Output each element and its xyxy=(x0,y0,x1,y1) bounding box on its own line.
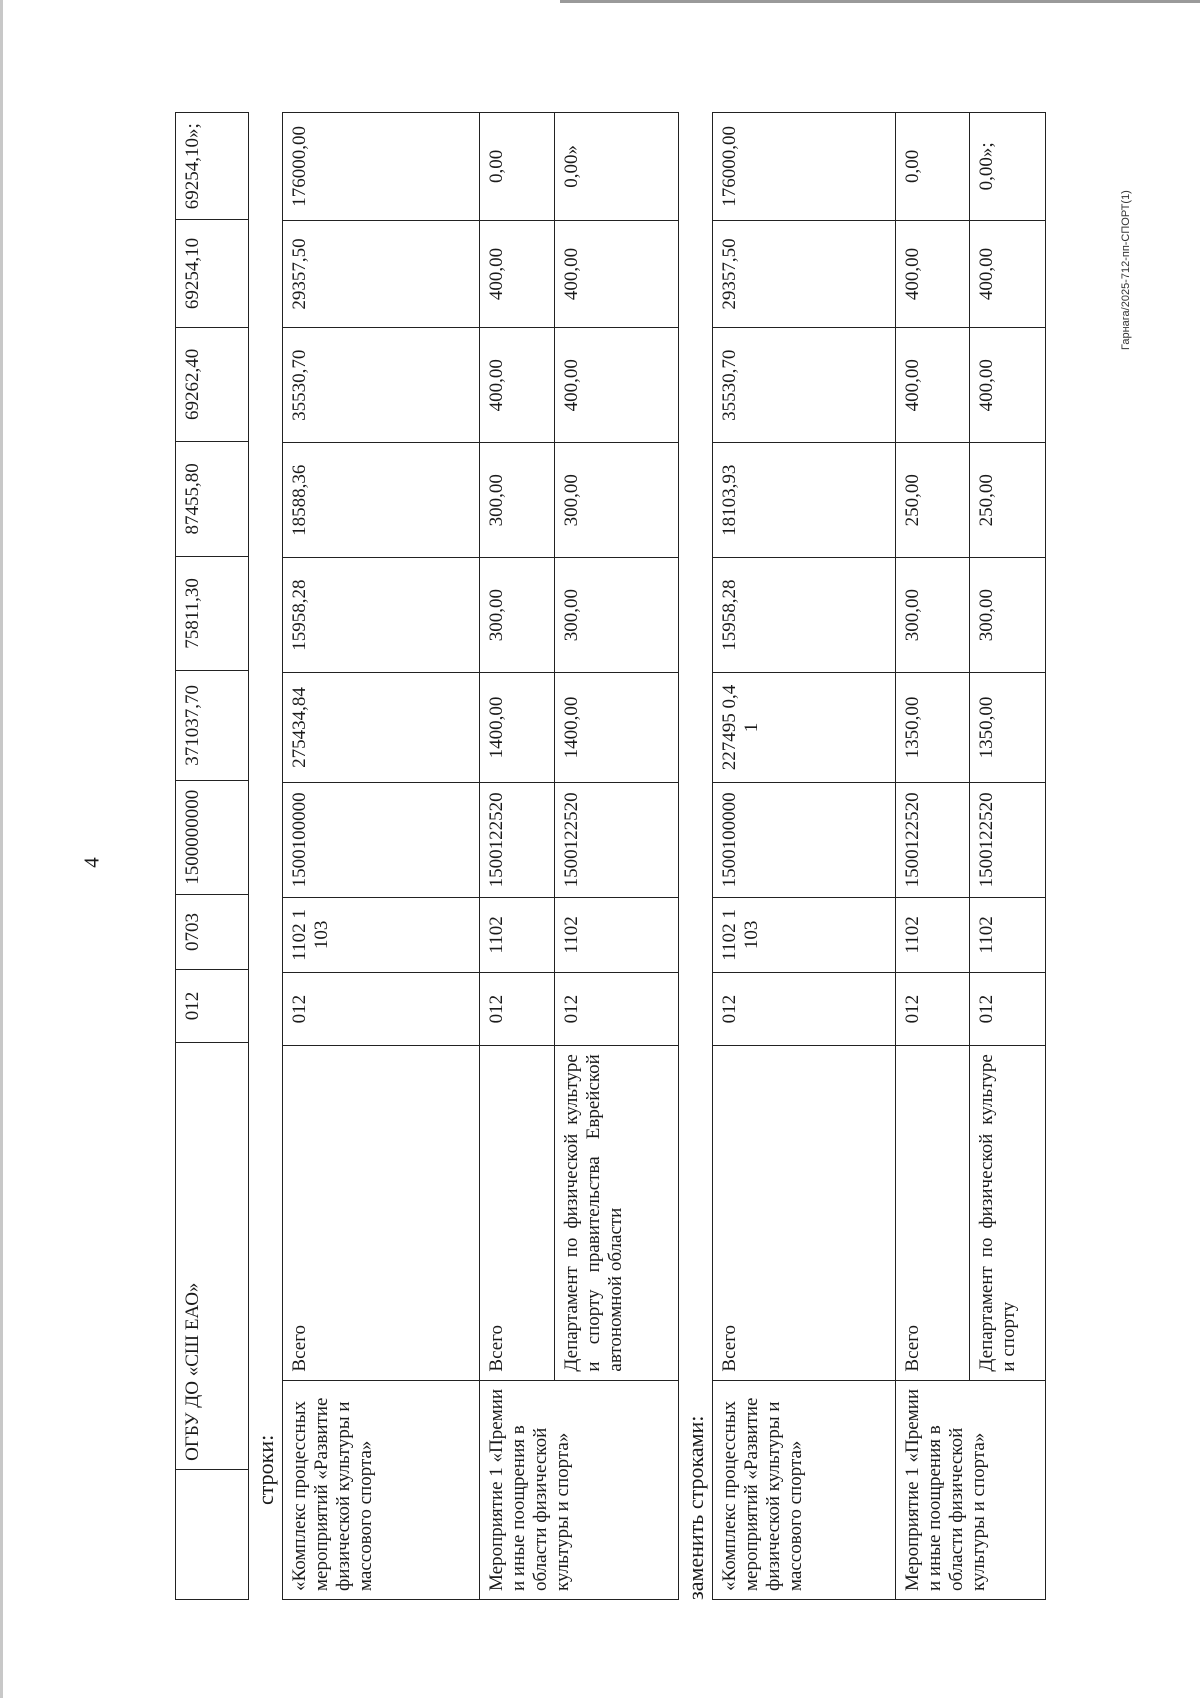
row-rzpr: 1102 xyxy=(480,897,555,972)
row-grbs: 012 xyxy=(480,973,555,1046)
row-value: 400,00 xyxy=(970,328,1046,443)
header-value-year5: 69254,10»; xyxy=(176,113,249,220)
row-csr: 1500122520 xyxy=(555,782,679,897)
row-value: 300,00 xyxy=(896,558,970,673)
row-value: 400,00 xyxy=(970,220,1046,328)
table-row xyxy=(896,113,970,1600)
row-desc: Всего xyxy=(896,1046,970,1380)
row-grbs: 012 xyxy=(713,973,896,1046)
section-new-label: заменить строками: xyxy=(683,1415,708,1600)
row-name: Мероприятие 1 «Премии и иные поощрения в области физической культуры и спорта» xyxy=(896,1380,1046,1599)
row-value-total: 1400,00 xyxy=(480,673,555,783)
row-desc: Департамент по физической культуре и спорту правительства Еврейской автономной области xyxy=(555,1046,679,1380)
row-value: 35530,70 xyxy=(713,328,896,443)
row-grbs: 012 xyxy=(896,973,970,1046)
row-value: 18103,93 xyxy=(713,443,896,558)
row-csr: 1500100000 xyxy=(713,782,896,897)
scan-edge-top xyxy=(560,0,1200,3)
row-name: «Комплекс процессных мероприятий «Развитие физической культуры и массового спорта» xyxy=(713,1380,896,1599)
row-value: 29357,50 xyxy=(283,220,480,328)
row-value: 0,00»; xyxy=(970,113,1046,221)
new-rows-table xyxy=(712,112,1046,1600)
row-csr: 1500100000 xyxy=(283,782,480,897)
row-value: 15958,28 xyxy=(713,558,896,673)
row-name: Мероприятие 1 «Премии и иные поощрения в области физической культуры и спорта» xyxy=(480,1380,679,1599)
header-value-year2: 87455,80 xyxy=(176,442,249,557)
row-value: 400,00 xyxy=(896,328,970,443)
header-csr: 1500000000 xyxy=(176,780,249,895)
row-rzpr: 1102 1103 xyxy=(713,897,896,972)
row-rzpr: 1102 xyxy=(555,897,679,972)
row-grbs: 012 xyxy=(970,973,1046,1046)
table-row xyxy=(970,113,1046,1600)
table-row xyxy=(480,113,555,1600)
row-value-total: 1350,00 xyxy=(970,673,1046,783)
row-csr: 1500122520 xyxy=(480,782,555,897)
row-csr: 1500122520 xyxy=(970,782,1046,897)
row-value: 18588,36 xyxy=(283,443,480,558)
row-value-total: 1400,00 xyxy=(555,673,679,783)
section-old-label: строки: xyxy=(253,1434,278,1505)
row-value-total: 1350,00 xyxy=(896,673,970,783)
row-value: 400,00 xyxy=(480,220,555,328)
row-rzpr: 1102 xyxy=(896,897,970,972)
footer-document-code: Гарнага/2025-712-пп-СПОРТ(1) xyxy=(1120,190,1132,350)
table-row xyxy=(176,113,249,1600)
row-csr: 1500122520 xyxy=(896,782,970,897)
row-value: 250,00 xyxy=(896,443,970,558)
row-value: 250,00 xyxy=(970,443,1046,558)
row-value: 400,00 xyxy=(555,220,679,328)
table-row xyxy=(283,113,480,1600)
row-value-total: 227495 0,41 xyxy=(713,673,896,783)
row-name: «Комплекс процессных мероприятий «Развитие физической культуры и массового спорта» xyxy=(283,1380,480,1599)
row-rzpr: 1102 xyxy=(970,897,1046,972)
row-value: 300,00 xyxy=(970,558,1046,673)
row-desc: Всего xyxy=(713,1046,896,1380)
row-value: 300,00 xyxy=(555,443,679,558)
header-table xyxy=(175,112,249,1600)
row-grbs: 012 xyxy=(283,973,480,1046)
row-value: 0,00» xyxy=(555,113,679,221)
row-value: 0,00 xyxy=(896,113,970,221)
row-value: 300,00 xyxy=(480,443,555,558)
row-value-total: 275434,84 xyxy=(283,673,480,783)
table-row xyxy=(555,113,679,1600)
header-value-total: 371037,70 xyxy=(176,671,249,780)
row-grbs: 012 xyxy=(555,973,679,1046)
row-value: 0,00 xyxy=(480,113,555,221)
landscape-content xyxy=(175,110,1087,1600)
row-desc: Всего xyxy=(283,1046,480,1380)
row-value: 176000,00 xyxy=(713,113,896,221)
row-value: 400,00 xyxy=(555,328,679,443)
row-desc: Всего xyxy=(480,1046,555,1380)
row-value: 300,00 xyxy=(480,558,555,673)
page-number: 4 xyxy=(79,857,104,868)
row-value: 400,00 xyxy=(896,220,970,328)
header-cell-empty xyxy=(176,1469,249,1599)
header-organization: ОГБУ ДО «СШ ЕАО» xyxy=(176,1042,249,1469)
header-grbs: 012 xyxy=(176,970,249,1043)
header-value-year4: 69254,10 xyxy=(176,220,249,327)
header-value-year3: 69262,40 xyxy=(176,327,249,442)
row-desc: Департамент по физической культуре и спорту xyxy=(970,1046,1046,1380)
header-rzpr: 0703 xyxy=(176,895,249,970)
row-value: 15958,28 xyxy=(283,558,480,673)
header-value-year1: 75811,30 xyxy=(176,556,249,671)
table-row xyxy=(713,113,896,1600)
row-rzpr: 1102 1103 xyxy=(283,897,480,972)
old-rows-table xyxy=(282,112,679,1600)
row-value: 35530,70 xyxy=(283,328,480,443)
row-value: 176000,00 xyxy=(283,113,480,221)
row-value: 29357,50 xyxy=(713,220,896,328)
row-value: 300,00 xyxy=(555,558,679,673)
scan-edge xyxy=(0,0,3,1698)
row-value: 400,00 xyxy=(480,328,555,443)
